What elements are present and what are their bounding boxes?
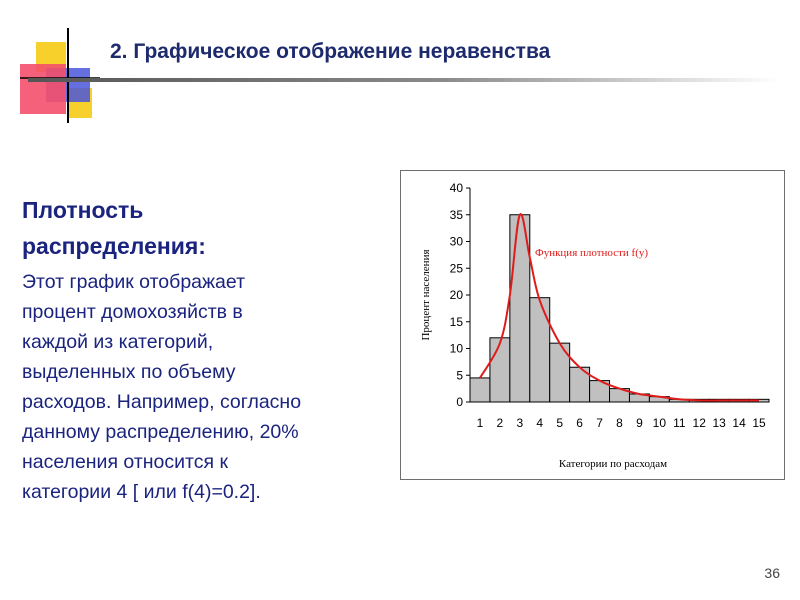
y-tick-label: 40 [449,181,463,195]
histogram-bar [470,378,490,402]
x-tick-label: 3 [516,416,524,430]
y-tick-label: 30 [449,234,463,249]
x-tick-label: 7 [596,416,603,430]
x-tick-label: 6 [576,416,583,430]
x-tick-label: 13 [712,416,726,430]
header-rule [28,78,780,82]
histogram-chart [401,171,784,479]
y-tick-label: 15 [449,314,463,329]
x-tick-label: 4 [536,416,544,430]
x-tick-label: 15 [752,416,766,430]
text-body: Этот график отображает процент домохозяйств в каждой из категорий, выделенных по объему расходов. Например, согласно данному распределению, 20% населения относится к категории 4 [ или f(4)=0.2]. [22,271,302,503]
histogram-bar [490,338,510,402]
x-tick-label: 14 [732,416,746,430]
histogram-bar [530,298,550,402]
logo-red-square [20,64,66,114]
x-tick-label: 5 [556,416,564,430]
y-tick-label: 20 [449,288,463,302]
y-tick-label: 10 [449,341,463,356]
y-tick-label: 5 [456,368,463,383]
x-tick-label: 8 [616,416,623,430]
x-tick-label: 9 [636,416,643,430]
text-block [22,192,412,507]
y-tick-label: 35 [449,207,463,222]
x-tick-label: 2 [496,416,504,430]
decorative-logo [20,28,100,123]
y-axis-label: Процент населения [420,249,432,341]
y-tick-label: 25 [449,261,463,276]
y-tick-label: 0 [456,395,463,409]
text-heading: Плотность распределения: [22,197,206,259]
x-tick-label: 1 [476,416,484,430]
slide-number: 36 [764,565,780,581]
slide-title: 2. Графическое отображение неравенства [110,40,551,63]
chart-frame [400,170,785,480]
x-tick-label: 11 [673,416,686,430]
x-tick-label: 10 [652,416,667,430]
x-axis-label: Категории по расходам [558,458,668,470]
density-curve-label: Функция плотности f(y) [535,247,649,259]
x-tick-label: 12 [692,416,706,430]
